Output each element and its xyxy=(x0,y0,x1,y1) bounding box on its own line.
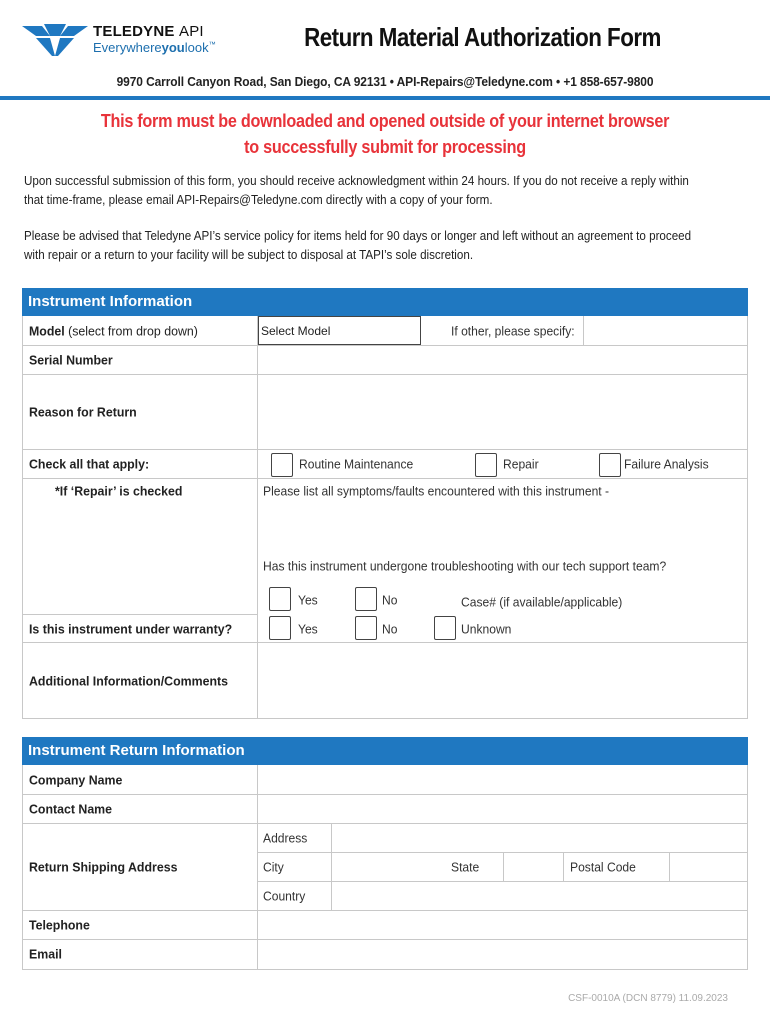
routine-maintenance-label: Routine Maintenance xyxy=(299,456,414,472)
country-label: Country xyxy=(263,888,306,904)
warranty-unknown-checkbox[interactable] xyxy=(434,616,456,640)
serial-number-input[interactable] xyxy=(258,346,747,374)
state-input[interactable] xyxy=(504,853,563,881)
postal-code-label: Postal Code xyxy=(570,859,636,875)
serial-number-label: Serial Number xyxy=(29,352,113,368)
case-number-input[interactable] xyxy=(633,588,743,612)
repair-checkbox[interactable] xyxy=(475,453,497,477)
state-label: State xyxy=(451,859,480,875)
troubleshoot-yes-checkbox[interactable] xyxy=(269,587,291,611)
comments-label: Additional Information/Comments xyxy=(29,673,228,689)
case-number-label: Case# (if available/applicable) xyxy=(461,594,623,610)
contact-line: 9970 Carroll Canyon Road, San Diego, CA 92131 • API-Repairs@Teledyne.com • +1 858-657-9800 xyxy=(116,74,654,89)
symptoms-input[interactable] xyxy=(263,504,743,554)
warranty-yes-label: Yes xyxy=(298,621,318,637)
browser-warning-line-2: to successfully submit for processing xyxy=(244,137,526,157)
repair-label: Repair xyxy=(503,456,539,472)
routine-maintenance-checkbox[interactable] xyxy=(271,453,293,477)
form-title: Return Material Authorization Form xyxy=(304,22,661,52)
company-name-label: Company Name xyxy=(29,772,123,788)
service-policy-paragraph: Please be advised that Teledyne API’s service policy for items held for 90 days or longer and left without an agreement to proceed with repair or a return to your facility will be subject to disposal at TAPI’s sole discretion. xyxy=(24,229,692,262)
warranty-unknown-label: Unknown xyxy=(461,621,512,637)
model-label: Model (select from drop down) xyxy=(29,323,198,339)
model-select[interactable]: Select Model xyxy=(258,316,421,345)
model-other-label: If other, please specify: xyxy=(451,323,575,339)
troubleshoot-no-checkbox[interactable] xyxy=(355,587,377,611)
comments-input[interactable] xyxy=(258,643,747,718)
warranty-no-checkbox[interactable] xyxy=(355,616,377,640)
check-all-label: Check all that apply: xyxy=(29,456,150,472)
warranty-no-label: No xyxy=(382,621,398,637)
brand-name: TELEDYNE API xyxy=(93,23,204,40)
model-other-input[interactable] xyxy=(584,316,747,345)
header-divider xyxy=(0,96,770,100)
telephone-input[interactable] xyxy=(258,911,747,939)
troubleshoot-no-label: No xyxy=(382,592,398,608)
browser-warning-line-1: This form must be downloaded and opened outside of your internet browser xyxy=(100,111,670,131)
return-info-table xyxy=(22,765,748,970)
acknowledgment-paragraph: Upon successful submission of this form, you should receive acknowledgment within 24 hours. If you do not receive a reply within that time-frame, please email API-Repairs@Teledyne.com directly with a copy of your form. xyxy=(24,174,689,207)
instrument-info-table xyxy=(22,316,748,719)
troubleshoot-prompt: Has this instrument undergone troubleshooting with our tech support team? xyxy=(263,558,667,574)
document-code: CSF-0010A (DCN 8779) 11.09.2023 xyxy=(568,993,728,1004)
email-label: Email xyxy=(29,946,62,962)
reason-label: Reason for Return xyxy=(29,404,137,420)
instrument-info-heading: Instrument Information xyxy=(22,288,748,316)
return-info-heading: Instrument Return Information xyxy=(22,737,748,765)
address-label: Address xyxy=(263,830,308,846)
brand-tagline: Everywhereyoulook™ xyxy=(93,40,216,55)
email-input[interactable] xyxy=(258,940,747,968)
country-input[interactable] xyxy=(332,882,747,910)
shipping-address-label: Return Shipping Address xyxy=(29,859,178,875)
reason-input[interactable] xyxy=(258,375,747,449)
warranty-yes-checkbox[interactable] xyxy=(269,616,291,640)
repair-details-label: *If ‘Repair’ is checked xyxy=(55,483,183,499)
city-label: City xyxy=(263,859,284,875)
postal-code-input[interactable] xyxy=(670,853,747,881)
warranty-label: Is this instrument under warranty? xyxy=(29,621,233,637)
teledyne-logo-icon xyxy=(22,22,88,58)
company-name-input[interactable] xyxy=(258,765,747,794)
failure-analysis-label: Failure Analysis xyxy=(624,456,709,472)
address-input[interactable] xyxy=(332,824,747,852)
symptoms-prompt: Please list all symptoms/faults encountered with this instrument - xyxy=(263,483,610,499)
failure-analysis-checkbox[interactable] xyxy=(599,453,621,477)
telephone-label: Telephone xyxy=(29,917,90,933)
contact-name-label: Contact Name xyxy=(29,801,113,817)
contact-name-input[interactable] xyxy=(258,795,747,823)
troubleshoot-yes-label: Yes xyxy=(298,592,318,608)
